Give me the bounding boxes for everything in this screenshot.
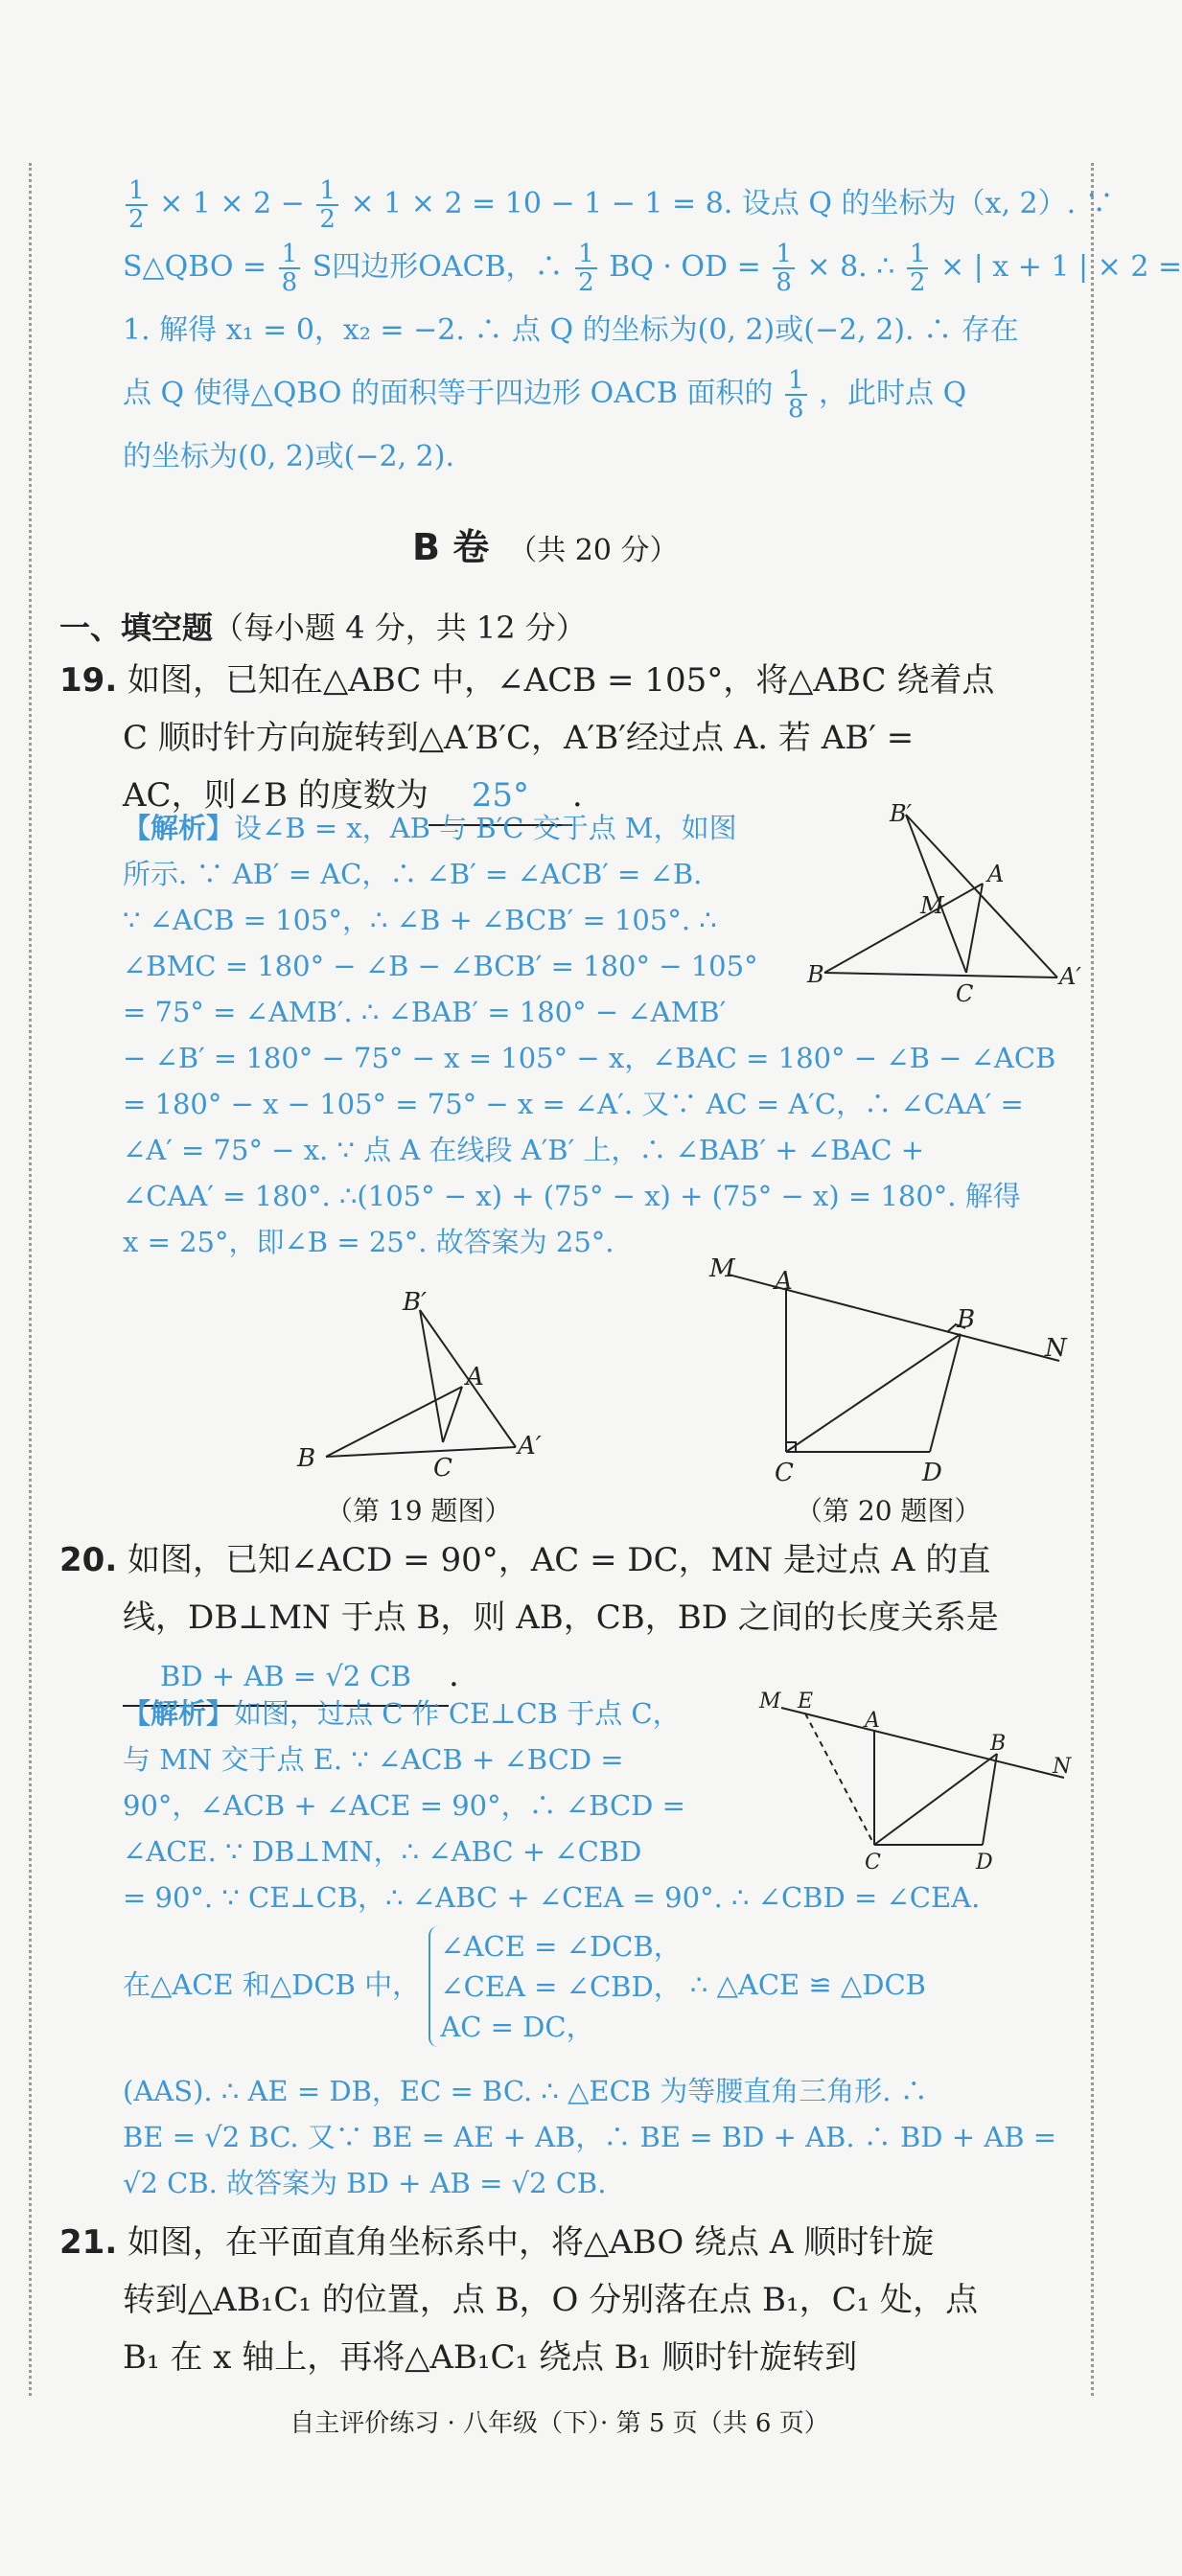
top-solution-line4: 点 Q 使得△QBO 的面积等于四边形 OACB 面积的 $\frac{1}{8}$ ，此时点 Q: [123, 366, 967, 424]
label-a-prime: A′: [1059, 963, 1081, 990]
sol20-label-c: C: [865, 1851, 881, 1874]
top-solution-line5: 的坐标为(0, 2)或(−2, 2).: [123, 440, 454, 473]
label-c: C: [956, 980, 974, 1007]
solution-20-system: 在△ACE 和△DCB 中， ∠ACE = ∠DCB， ∠CEA = ∠CBD， AC = DC， ∴ △ACE ≌ △DCB: [123, 1926, 926, 2047]
question-21: 21. 如图，在平面直角坐标系中，将△ABO 绕点 A 顺时针旋 转到△AB₁C₁ 的位置，点 B，O 分别落在点 B₁，C₁ 处，点 B₁ 在 x 轴上，再将△AB₁C₁ 绕点 B₁ 顺时针旋转到: [59, 2223, 979, 2377]
section-title: B 卷 （共 20 分）: [412, 526, 679, 568]
left-dotted-margin: [29, 163, 32, 2396]
fraction: $\frac{1}{2}$: [575, 241, 597, 296]
solution-20-figure: [757, 1687, 1083, 1878]
analysis-tag: 【解析】: [123, 1697, 235, 1730]
label-a: A: [987, 861, 1005, 887]
fig19-label-b-prime: B′: [403, 1288, 428, 1317]
fig19-label-a-prime: A′: [518, 1432, 542, 1460]
fraction: $\frac{1}{2}$: [126, 177, 148, 233]
figure-20: [709, 1255, 1093, 1490]
fig20-label-c: C: [775, 1459, 794, 1487]
sol20-label-e: E: [798, 1690, 814, 1714]
fraction: $\frac{1}{8}$: [773, 241, 795, 296]
caption-19: （第 19 题图）: [326, 1495, 512, 1527]
equation-system: ∠ACE = ∠DCB， ∠CEA = ∠CBD， AC = DC，: [429, 1926, 681, 2047]
sol20-label-n: N: [1053, 1755, 1072, 1779]
sol20-label-d: D: [976, 1851, 993, 1874]
fraction: $\frac{1}{8}$: [785, 367, 807, 423]
fig19-label-a: A: [466, 1363, 484, 1392]
solution-20-tail: (AAS). ∴ AE = DB，EC = BC. ∴ △ECB 为等腰直角三角形. ∴ BE = √2 BC. 又∵ BE = AE + AB，∴ BE = BD + AB. ∴ BD + AB = √2 CB. 故答案为 BD + AB = √2 CB.: [123, 2075, 1057, 2199]
fig20-label-d: D: [922, 1459, 942, 1487]
top-solution-line3: 1. 解得 x₁ = 0，x₂ = −2. ∴ 点 Q 的坐标为(0, 2)或(−2, 2). ∴ 存在: [123, 313, 1019, 347]
analysis-tag: 【解析】: [123, 812, 235, 844]
part-heading: 一、填空题（每小题 4 分，共 12 分）: [59, 610, 587, 646]
fig20-label-b: B: [957, 1305, 976, 1334]
sol20-label-m: M: [759, 1690, 781, 1714]
question-20: 20. 如图，已知∠ACD = 90°，AC = DC，MN 是过点 A 的直 线，DB⊥MN 于点 B，则 AB，CB，BD 之间的长度关系是 BD + AB = √2 CB .: [59, 1531, 1076, 1707]
fraction: $\frac{1}{8}$: [279, 241, 301, 296]
question-19: 19. 如图，已知在△ABC 中，∠ACB = 105°，将△ABC 绕着点 C 顺时针方向旋转到△A′B′C，A′B′经过点 A. 若 AB′ = AC，则∠B 的度数为 25° .: [59, 652, 1076, 826]
label-b-prime: B′: [890, 800, 913, 827]
fig19-label-b: B: [297, 1444, 316, 1473]
top-solution: [123, 172, 1182, 489]
top-solution-line2: S△QBO = $\frac{1}{8}$ S四边形OACB，∴ $\frac{1}{2}$ BQ · OD = $\frac{1}{8}$ × 8. ∴ $\frac{1}{2}$ × | x + 1 | × 2 =: [123, 240, 1182, 297]
page-footer: 自主评价练习 · 八年级（下）· 第 5 页（共 6 页）: [290, 2409, 829, 2438]
sol20-label-b: B: [990, 1732, 1007, 1756]
fraction: $\frac{1}{2}$: [316, 177, 338, 233]
solution-19-figure: [805, 800, 1083, 1006]
sol20-label-a: A: [865, 1709, 880, 1733]
label-m: M: [920, 892, 944, 919]
solution-19: 【解析】设∠B = x，AB 与 B′C 交于点 M，如图 所示. ∵ AB′ = AC，∴ ∠B′ = ∠ACB′ = ∠B. ∵ ∠ACB = 105°，∴ ∠B + ∠BCB′ = 105°. ∴ ∠BMC = 180° − ∠B − ∠BCB′ = 180° − 105° = 75° = ∠AMB′. ∴ ∠BAB′ = 180° − ∠AMB′ − ∠B′ = 180° − 75° − x = 105° − x，∠BAC = 180° − ∠B − ∠ACB = 180° − x − 105° = 75° − x = ∠A′. 又∵ AC = A′C，∴ ∠CAA′ = ∠A′ = 75° − x. ∵ 点 A 在线段 A′B′ 上，∴ ∠BAB′ + ∠BAC + ∠CAA′ = 180°. ∴(105° − x) + (75° − x) + (75° − x) = 180°. 解得 x = 25°，即∠B = 25°. 故答案为 25°.: [123, 812, 1056, 1258]
fig20-label-n: N: [1045, 1334, 1067, 1363]
caption-20: （第 20 题图）: [796, 1495, 982, 1527]
top-solution-line1: $\frac{1}{2}$ × 1 × 2 − $\frac{1}{2}$ × 1 × 2 = 10 − 1 − 1 = 8. 设点 Q 的坐标为（x, 2）. ∵: [123, 172, 1072, 236]
fig20-label-m: M: [709, 1254, 735, 1283]
answer-blank-19: 25°: [429, 767, 572, 826]
answer-blank-20: BD + AB = √2 CB: [123, 1647, 449, 1707]
fig20-label-a: A: [775, 1267, 793, 1296]
fig19-label-c: C: [433, 1454, 452, 1483]
figure-19: [288, 1289, 575, 1490]
solution-20: 【解析】如图，过点 C 作 CE⊥CB 于点 C， 与 MN 交于点 E. ∵ ∠ACB + ∠BCD = 90°，∠ACB + ∠ACE = 90°，∴ ∠BCD = ∠ACE. ∵ DB⊥MN，∴ ∠ABC + ∠CBD = 90°. ∵ CE⊥CB，∴ ∠ABC + ∠CEA = 90°. ∴ ∠CBD = ∠CEA.: [123, 1697, 981, 1914]
fraction: $\frac{1}{2}$: [907, 241, 929, 296]
label-b: B: [807, 961, 824, 988]
